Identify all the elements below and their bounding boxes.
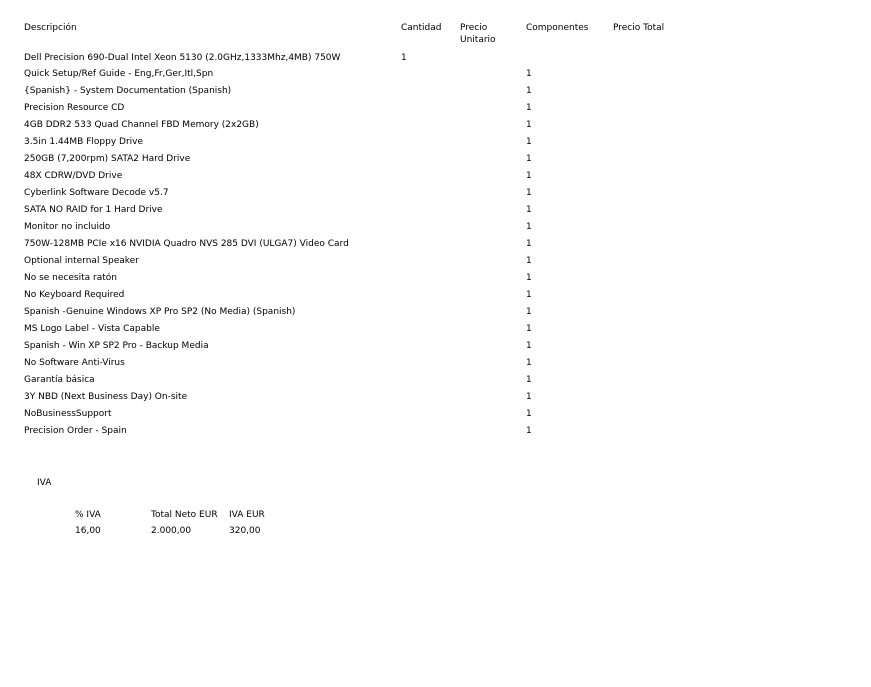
- item-description: 3Y NBD (Next Business Day) On-site: [24, 392, 188, 402]
- table-row: [0, 238, 871, 255]
- item-description: Garantía básica: [24, 375, 95, 385]
- item-components: 1: [526, 341, 532, 351]
- item-description: {Spanish} - System Documentation (Spanish): [24, 86, 232, 96]
- table-row: [0, 374, 871, 391]
- item-description: SATA NO RAID for 1 Hard Drive: [24, 205, 163, 215]
- item-components: 1: [526, 137, 532, 147]
- header-precio-total: Precio Total: [613, 23, 665, 33]
- item-components: 1: [526, 239, 532, 249]
- item-description: Precision Order - Spain: [24, 426, 127, 436]
- table-row: [0, 272, 871, 289]
- iva-value-percent: 16,00: [75, 526, 101, 536]
- item-description: Monitor no incluido: [24, 222, 111, 232]
- table-row: [0, 119, 871, 136]
- header-precio-unitario: [460, 22, 496, 46]
- item-description: 3.5in 1.44MB Floppy Drive: [24, 137, 144, 147]
- iva-section-title: IVA: [37, 478, 52, 488]
- table-row: [0, 221, 871, 238]
- item-components: 1: [526, 154, 532, 164]
- item-components: 1: [526, 426, 532, 436]
- header-precio-unitario-line1: Precio: [460, 23, 488, 33]
- item-components: 1: [526, 69, 532, 79]
- iva-header-iva-eur: IVA EUR: [229, 510, 265, 520]
- table-row: [0, 323, 871, 340]
- item-components: 1: [526, 103, 532, 113]
- item-components: 1: [526, 324, 532, 334]
- item-description: 48X CDRW/DVD Drive: [24, 171, 123, 181]
- item-components: 1: [526, 392, 532, 402]
- item-components: 1: [526, 188, 532, 198]
- table-row: [0, 85, 871, 102]
- item-components: 1: [526, 273, 532, 283]
- item-components: 1: [526, 307, 532, 317]
- header-cantidad: Cantidad: [401, 23, 442, 33]
- item-description: Precision Resource CD: [24, 103, 125, 113]
- header-componentes: Componentes: [526, 23, 589, 33]
- item-components: 1: [526, 171, 532, 181]
- table-row: [0, 391, 871, 408]
- table-row: [0, 136, 871, 153]
- table-row: [0, 408, 871, 425]
- item-components: 1: [526, 256, 532, 266]
- item-components: 1: [526, 375, 532, 385]
- item-description: Dell Precision 690-Dual Intel Xeon 5130 (2.0GHz,1333Mhz,4MB) 750W: [24, 53, 341, 63]
- item-components: 1: [526, 409, 532, 419]
- iva-header-total-neto: Total Neto EUR: [151, 510, 218, 520]
- table-row: [0, 52, 871, 69]
- table-row: [0, 153, 871, 170]
- header-precio-unitario-line2: Unitario: [460, 35, 496, 45]
- item-components: 1: [526, 290, 532, 300]
- item-components: 1: [526, 222, 532, 232]
- table-row: [0, 357, 871, 374]
- item-description: NoBusinessSupport: [24, 409, 112, 419]
- table-row: [0, 425, 871, 442]
- table-row: [0, 204, 871, 221]
- item-description: 4GB DDR2 533 Quad Channel FBD Memory (2x2GB): [24, 120, 259, 130]
- item-description: MS Logo Label - Vista Capable: [24, 324, 160, 334]
- table-row: [0, 306, 871, 323]
- item-description: No Keyboard Required: [24, 290, 125, 300]
- item-components: 1: [526, 358, 532, 368]
- table-row: [0, 187, 871, 204]
- header-descripcion: Descripción: [24, 23, 77, 33]
- item-description: No Software Anti-Virus: [24, 358, 125, 368]
- item-description: Spanish - Win XP SP2 Pro - Backup Media: [24, 341, 209, 351]
- item-description: No se necesita ratón: [24, 273, 117, 283]
- item-components: 1: [526, 86, 532, 96]
- item-quantity: 1: [401, 53, 407, 63]
- item-description: Optional internal Speaker: [24, 256, 139, 266]
- table-row: [0, 289, 871, 306]
- item-components: 1: [526, 120, 532, 130]
- item-description: Cyberlink Software Decode v5.7: [24, 188, 169, 198]
- table-row: [0, 340, 871, 357]
- iva-header-percent: % IVA: [75, 510, 101, 520]
- iva-value-total-neto: 2.000,00: [151, 526, 192, 536]
- table-row: [0, 255, 871, 272]
- table-row: [0, 68, 871, 85]
- item-components: 1: [526, 205, 532, 215]
- item-description: Quick Setup/Ref Guide - Eng,Fr,Ger,Itl,Spn: [24, 69, 214, 79]
- item-description: 250GB (7,200rpm) SATA2 Hard Drive: [24, 154, 191, 164]
- item-description: 750W-128MB PCIe x16 NVIDIA Quadro NVS 285 DVI (ULGA7) Video Card: [24, 239, 349, 249]
- item-description: Spanish -Genuine Windows XP Pro SP2 (No Media) (Spanish): [24, 307, 296, 317]
- table-row: [0, 170, 871, 187]
- iva-value-iva-eur: 320,00: [229, 526, 261, 536]
- table-row: [0, 102, 871, 119]
